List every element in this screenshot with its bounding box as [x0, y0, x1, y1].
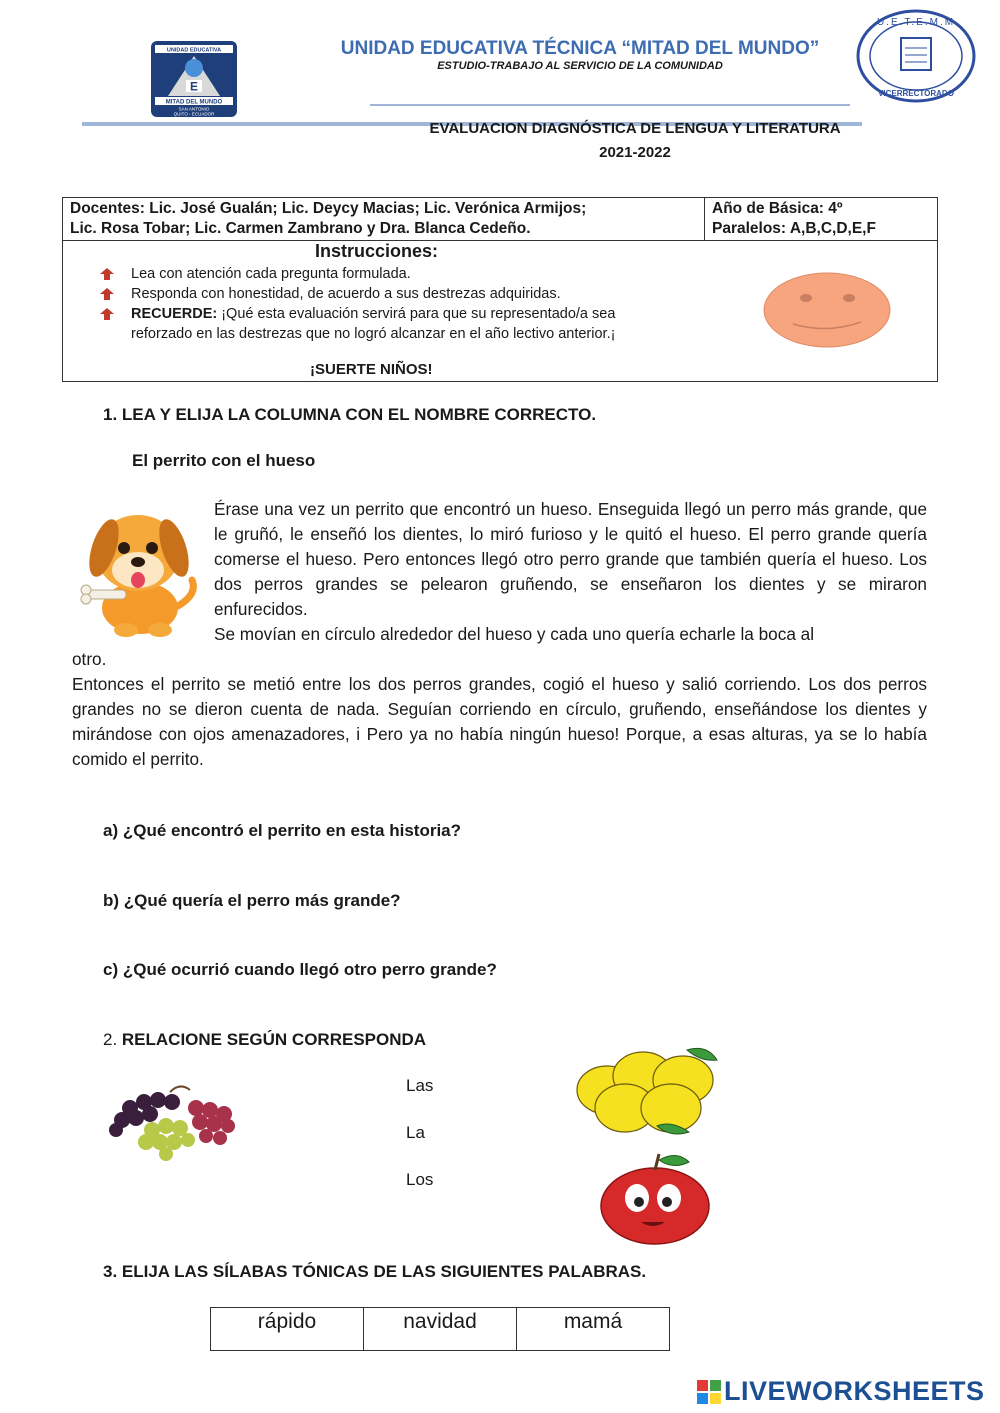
svg-text:E: E [189, 79, 199, 94]
svg-text:VICERRECTORADO: VICERRECTORADO [878, 89, 954, 98]
teachers-cell: Docentes: Lic. José Gualán; Lic. Deycy Macias; Lic. Verónica Armijos; Lic. Rosa Tobar; Lic. Carmen Zambrano y Dra. Blanca Cedeño. [70, 200, 587, 237]
school-logo [150, 40, 238, 118]
instruction-item: Lea con atención cada pregunta formulada. [100, 264, 710, 284]
arrow-bullet-icon [100, 288, 114, 300]
article-option: La [406, 1123, 425, 1142]
article-option: Los [406, 1170, 434, 1189]
question-a: a) ¿Qué encontró el perrito en esta historia? [103, 821, 462, 840]
story-title: El perrito con el hueso [132, 451, 316, 470]
smiley-face-icon [763, 272, 891, 348]
word-cell: mamá [517, 1308, 670, 1351]
svg-text:QUITO - ECUADOR: QUITO - ECUADOR [173, 111, 215, 117]
instruction-item: RECUERDE: ¡Qué esta evaluación servirá para que su representado/a sea reforzado en las destrezas que no logró alcanzar en el año lectivo anterior.¡ [100, 304, 710, 344]
words-table [210, 1307, 670, 1351]
grade-cell: Año de Básica: 4º Paralelos: A,B,C,D,E,F [712, 200, 876, 237]
puppy-with-bone-image [68, 498, 208, 643]
question-c: c) ¿Qué ocurrió cuando llegó otro perro grande? [103, 960, 497, 979]
info-table-divider [704, 197, 705, 241]
header-rule-top [370, 104, 850, 106]
instructions-list [100, 264, 710, 344]
section-1-heading: 1. LEA Y ELIJA LA COLUMNA CON EL NOMBRE CORRECTO. [103, 405, 597, 424]
question-b: b) ¿Qué quería el perro más grande? [103, 891, 401, 910]
grapes-image [100, 1078, 250, 1163]
story-paragraph: Entonces el perrito se metió entre los dos perros grandes, cogió el hueso y salió corriendo. Los dos perros grandes no se dieron cuenta de nada. Seguían corriendo en círculo, gruñendo, enseñándose los dientes y mirándose con ojos amenazadores, i Pero ya no había ningún hueso! Porque, a esas alturas, ya se lo había comido el perrito. [72, 674, 927, 769]
arrow-bullet-icon [100, 308, 114, 320]
arrow-bullet-icon [100, 268, 114, 280]
evaluation-title: EVALUACION DIAGNÓSTICA DE LENGUA Y LITERATURA 2021-2022 [429, 120, 841, 161]
vicerrectorado-seal [855, 8, 977, 104]
school-name: UNIDAD EDUCATIVA TÉCNICA “MITAD DEL MUNDO” [340, 38, 820, 59]
svg-text:U.E.T.E.M.M: U.E.T.E.M.M [876, 17, 956, 28]
lemons-image [567, 1046, 745, 1138]
school-motto: ESTUDIO-TRABAJO AL SERVICIO DE LA COMUNIDAD [437, 60, 723, 72]
article-option: Las [406, 1076, 434, 1095]
svg-text:UNIDAD EDUCATIVA: UNIDAD EDUCATIVA [166, 47, 222, 54]
word-cell: rápido [211, 1308, 364, 1351]
word-cell: navidad [364, 1308, 517, 1351]
story-paragraph: Érase una vez un perrito que encontró un hueso. Enseguida llegó un perro más grande, que le gruñó, le enseñó los dientes, lo miró furioso y le quitó el hueso. El perro grande quería comerse el hueso. Pero entonces llegó otro perro grande que también quería el hueso. Los dos perros grandes se pelearon gruñendo, se enseñaron los dientes y se miraron enfurecidos. [214, 499, 927, 619]
liveworksheets-logo-icon [697, 1380, 721, 1404]
apple-image [597, 1150, 717, 1246]
svg-text:SAN ANTONIO: SAN ANTONIO [178, 106, 210, 112]
svg-text:MITAD DEL MUNDO: MITAD DEL MUNDO [165, 99, 223, 106]
story-paragraph: Se movían en círculo alrededor del hueso y cada uno quería echarle la boca al [214, 624, 815, 644]
instructions-title: Instrucciones: [315, 241, 439, 261]
good-luck-text: ¡SUERTE NIÑOS! [310, 361, 433, 378]
liveworksheets-brand: LIVEWORKSHEETS [724, 1376, 985, 1406]
section-2-heading: 2. RELACIONE SEGÚN CORRESPONDA [103, 1030, 427, 1049]
instruction-item: Responda con honestidad, de acuerdo a sus destrezas adquiridas. [100, 284, 710, 304]
story-paragraph-end: otro. [72, 649, 107, 669]
section-3-heading: 3. ELIJA LAS SÍLABAS TÓNICAS DE LAS SIGUIENTES PALABRAS. [103, 1262, 647, 1281]
